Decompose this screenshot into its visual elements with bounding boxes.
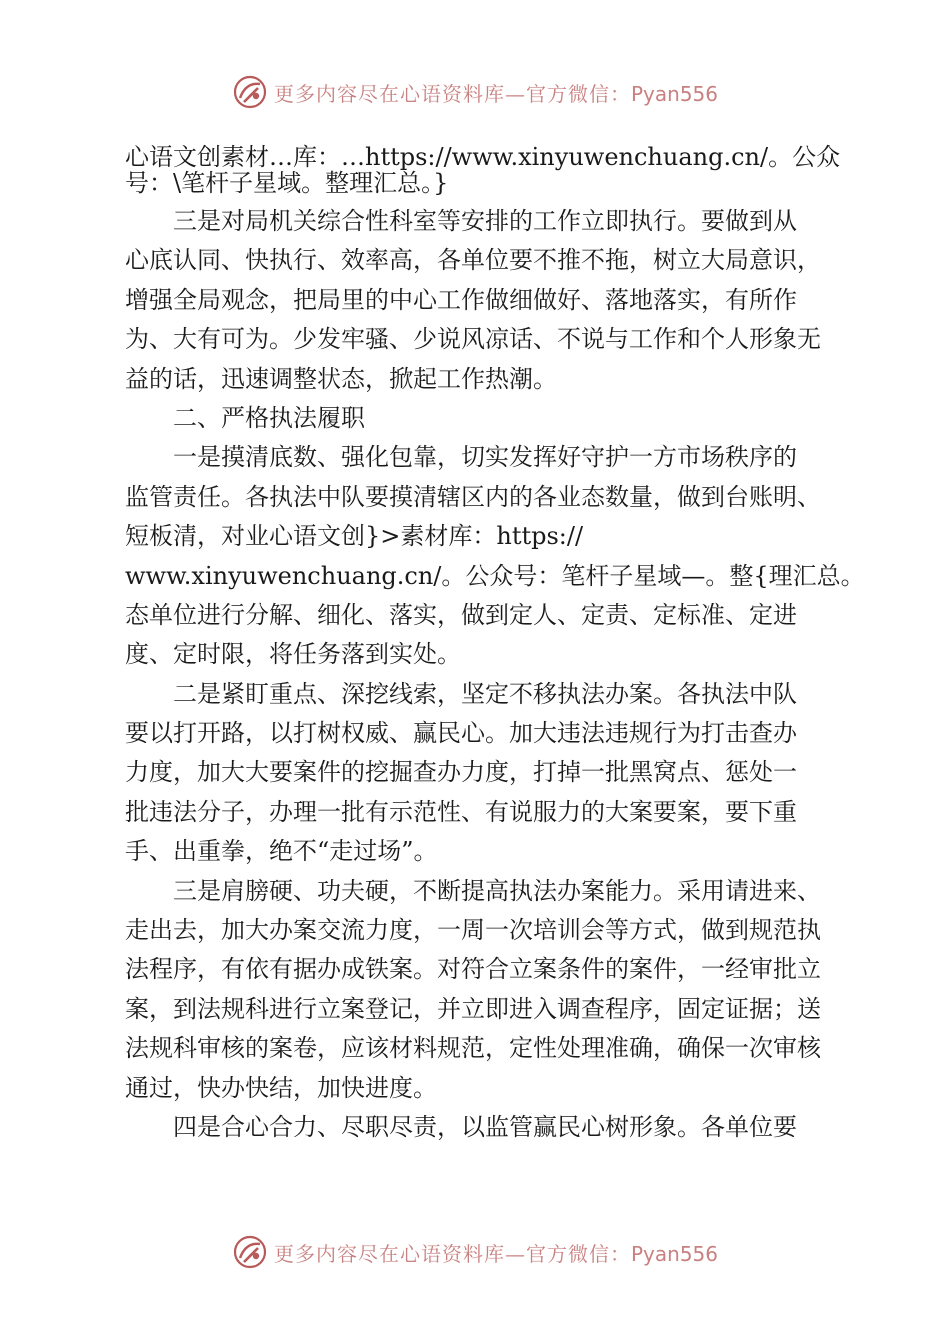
brand-logo-icon [232,74,268,110]
header-wechat-id: Pyan556 [630,81,718,106]
text-line: 法程序，有依有据办成铁案。对符合立案条件的案件，一经审批立 [125,955,821,984]
text-line: 二是紧盯重点、深挖线索，坚定不移执法办案。各执法中队 [125,679,797,708]
text-line: 监管责任。各执法中队要摸清辖区内的各业态数量，做到台账明、 [125,482,821,511]
text-line: 案，到法规科进行立案登记，并立即进入调查程序，固定证据；送 [125,994,821,1023]
text-line: 心底认同、快执行、效率高，各单位要不推不拖，树立大局意识， [125,246,821,275]
text-line: 度、定时限，将任务落到实处。 [125,640,461,669]
text-line: 走出去，加大办案交流力度，一周一次培训会等方式，做到规范执 [125,916,821,945]
text-line: 态单位进行分解、细化、落实，做到定人、定责、定标准、定进 [125,600,797,629]
text-line: www.xinyuwenchuang.cn/。公众号：笔杆子星域—。整{理汇总。 [125,561,865,590]
footer-wechat-id: Pyan556 [630,1241,718,1266]
text-line: 法规科审核的案卷，应该材料规范，定性处理准确，确保一次审核 [125,1034,821,1063]
text-line: 要以打开路，以打树权威、赢民心。加大违法违规行为打击查办 [125,719,797,748]
text-line: 批违法分子，办理一批有示范性、有说服力的大案要案，要下重 [125,797,797,826]
footer-banner [0,1228,950,1276]
document-body [125,143,865,1147]
text-line: 号：\笔杆子星域。整理汇总。} [125,169,449,197]
text-line: 增强全局观念，把局里的中心工作做细做好、落地落实，有所作 [125,285,797,314]
text-line: 心语文创素材…库：…https://www.xinyuwenchuang.cn/。公众 [125,143,841,171]
source-note [125,144,860,196]
text-line: 一是摸清底数、强化包靠，切实发挥好守护一方市场秩序的 [125,443,797,472]
section-heading: 二、严格执法履职 [125,403,365,432]
header-banner [0,68,950,116]
text-line: 为、大有可为。少发牢骚、少说风凉话、不说与工作和个人形象无 [125,325,821,354]
text-line: 三是对局机关综合性科室等安排的工作立即执行。要做到从 [125,207,797,235]
text-line: 手、出重拳，绝不“走过场”。 [125,837,438,866]
text-line: 四是合心合力、尽职尽责，以监管赢民心树形象。各单位要 [125,1112,797,1141]
text-line: 通过，快办快结，加快进度。 [125,1073,437,1102]
footer-banner-text: 更多内容尽在心语资料库—官方微信： [273,1241,631,1266]
text-line: 力度，加大大要案件的挖掘查办力度，打掉一批黑窝点、惩处一 [125,758,797,787]
text-line: 益的话，迅速调整状态，掀起工作热潮。 [125,364,557,393]
text-line: 三是肩膀硬、功夫硬，不断提高执法办案能力。采用请进来、 [125,876,821,905]
header-banner-text: 更多内容尽在心语资料库—官方微信： [273,81,631,106]
brand-logo-icon [232,1234,268,1270]
text-line: 短板清，对业心语文创}>素材库：https:// [125,522,584,551]
